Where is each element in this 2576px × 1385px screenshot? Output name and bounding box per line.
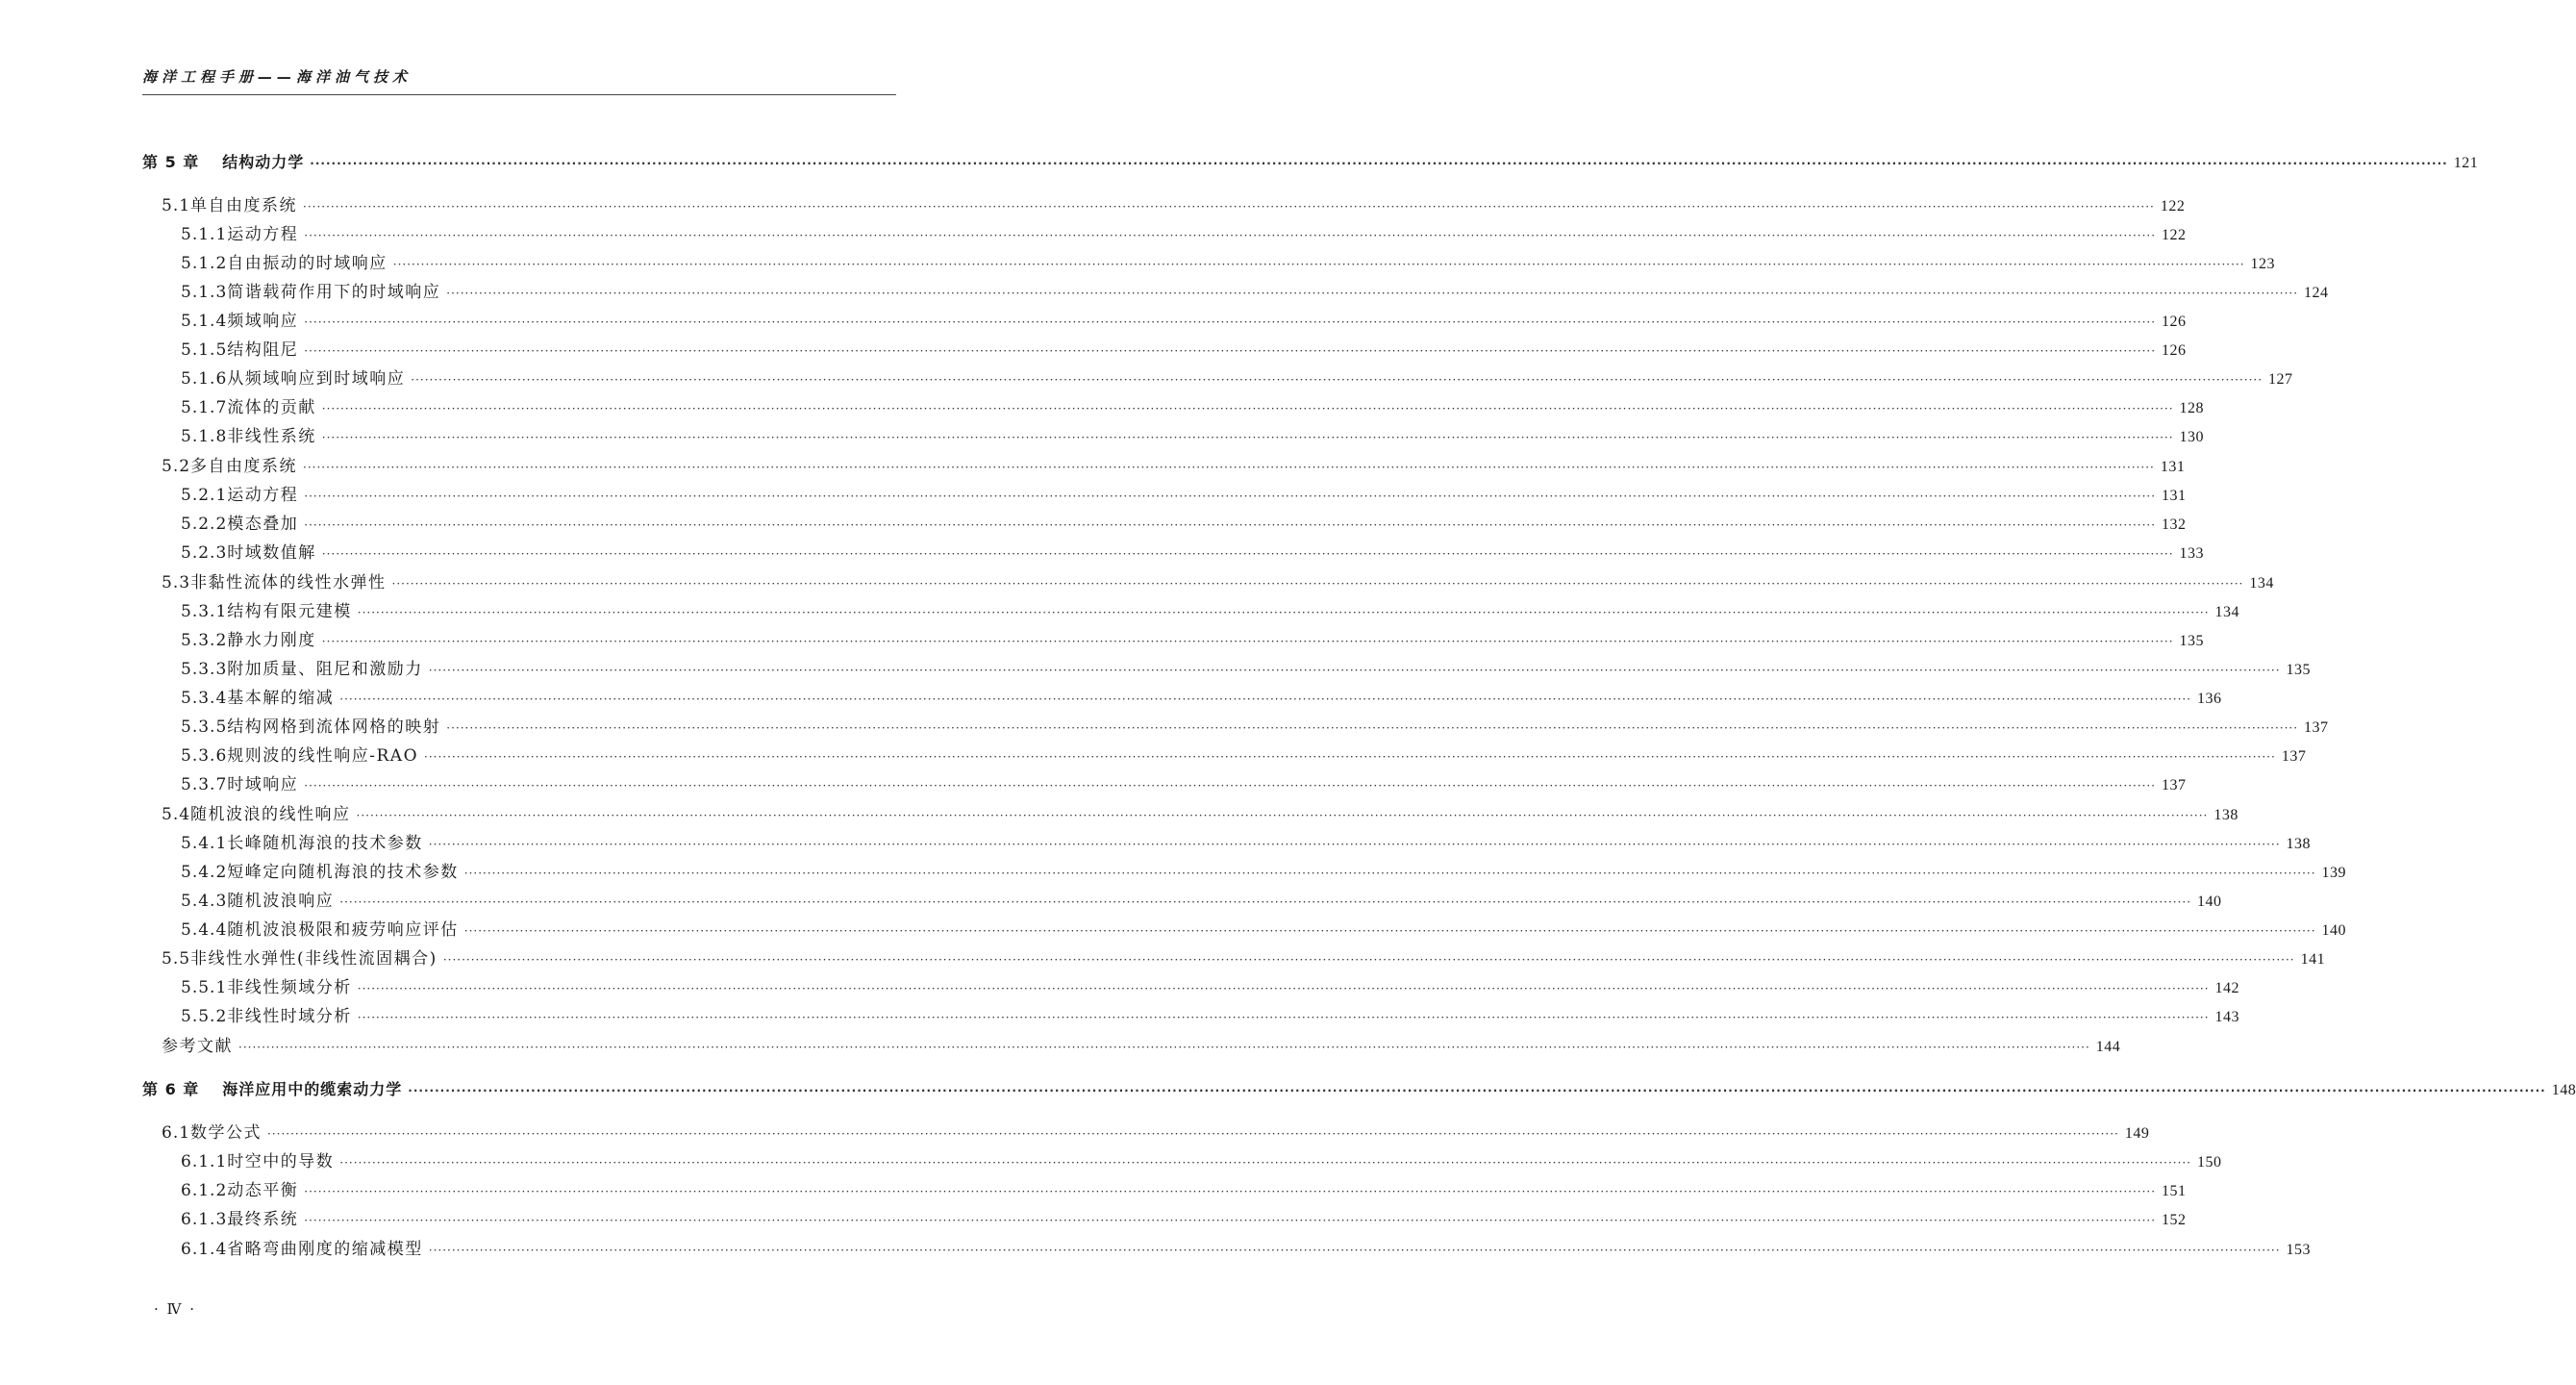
toc-subsection-entry[interactable] xyxy=(181,832,2312,855)
leader-dots: ················································································································································································································································································································································································································ xyxy=(304,344,2157,358)
leader-dots: ················································································································································································································································································································································································································ xyxy=(303,461,2155,474)
toc-entry-page-number: 140 xyxy=(2321,922,2347,939)
toc-entry-number: 第 6 章 xyxy=(142,1080,200,1098)
toc-subsection-entry[interactable] xyxy=(181,629,2205,652)
toc-subsection-entry[interactable] xyxy=(181,744,2307,768)
toc-entry-title: 从频域响应到时域响应 xyxy=(227,369,406,389)
toc-entry-number: 5.1.7 xyxy=(181,398,228,417)
toc-entry-page-number: 150 xyxy=(2197,1154,2222,1171)
toc-entry-number: 5.3.6 xyxy=(181,746,228,766)
toc-entry-number: 5.3.5 xyxy=(181,718,228,737)
leader-dots: ················································································································································································································································································································································································································ xyxy=(356,809,2209,822)
toc-subsection-entry[interactable] xyxy=(181,1208,2187,1231)
toc-subsection-entry[interactable] xyxy=(181,425,2205,448)
toc-entry-number: 5.2.3 xyxy=(181,543,228,563)
toc-entry-number: 5.1 xyxy=(162,196,191,215)
toc-entry-title: 随机波浪的线性响应 xyxy=(190,805,351,824)
toc-entry-page-number: 134 xyxy=(2214,604,2240,620)
toc-entry-page-number: 127 xyxy=(2268,371,2293,388)
toc-entry-title: 数学公式 xyxy=(190,1123,263,1143)
toc-entry-number: 5.4.4 xyxy=(181,920,228,940)
toc-entry-number: 6.1.4 xyxy=(181,1240,228,1259)
toc-entry-page-number: 142 xyxy=(2214,980,2240,996)
toc-entry-page-number: 135 xyxy=(2286,662,2312,678)
leader-dots: ················································································································································································································································································································································································································ xyxy=(392,258,2245,271)
toc-entry-title: 非线性频域分析 xyxy=(227,978,352,997)
toc-entry-number: 5.2.2 xyxy=(181,515,228,534)
leader-dots: ················································································································································································································································································································································································································ xyxy=(424,750,2276,764)
toc-subsection-entry[interactable] xyxy=(181,310,2187,333)
leader-dots: ················································································································································································································································································································································································································ xyxy=(310,157,2448,170)
leader-dots: ················································································································································································································································································································································································································ xyxy=(446,721,2299,735)
toc-entry-page-number: 149 xyxy=(2124,1125,2150,1142)
toc-entry-page-number: 139 xyxy=(2321,865,2347,881)
toc-entry-title: 频域响应 xyxy=(227,312,299,331)
toc-entry-page-number: 134 xyxy=(2249,575,2274,592)
toc-entry-number: 5.3 xyxy=(162,573,191,592)
toc-entry-page-number: 132 xyxy=(2162,516,2187,533)
toc-entry-title: 非线性时域分析 xyxy=(227,1007,352,1026)
toc-entry-page-number: 137 xyxy=(2304,719,2329,736)
leader-dots: ················································································································································································································································································································································································································ xyxy=(321,547,2174,561)
toc-entry-title: 时空中的导数 xyxy=(227,1152,335,1171)
toc-entry-page-number: 137 xyxy=(2162,777,2187,793)
toc-entry-number: 5.4.3 xyxy=(181,892,228,911)
toc-entry-page-number: 137 xyxy=(2281,748,2307,765)
toc-entry-title: 结构动力学 xyxy=(222,153,305,171)
toc-entry-page-number: 151 xyxy=(2162,1183,2187,1199)
toc-entry-page-number: 131 xyxy=(2162,488,2187,504)
toc-entry-number: 5.3.1 xyxy=(181,602,228,621)
toc-entry-page-number: 143 xyxy=(2214,1009,2240,1025)
toc-entry-title: 运动方程 xyxy=(227,225,299,244)
toc-entry-page-number: 121 xyxy=(2453,155,2479,171)
toc-subsection-entry[interactable] xyxy=(181,541,2205,565)
toc-entry-number: 6.1.2 xyxy=(181,1181,228,1200)
toc-chapter-entry[interactable] xyxy=(142,1078,2576,1101)
toc-section-entry[interactable] xyxy=(162,947,2326,970)
toc-subsection-entry[interactable] xyxy=(181,890,2222,913)
toc-subsection-entry[interactable] xyxy=(181,919,2347,942)
toc-entry-title: 多自由度系统 xyxy=(190,457,298,476)
toc-entry-number: 5.1.4 xyxy=(181,312,228,331)
toc-entry-number: 6.1.3 xyxy=(181,1210,228,1229)
toc-entry-number: 5.1.1 xyxy=(181,225,228,244)
toc-entry-page-number: 128 xyxy=(2179,400,2205,416)
toc-entry-title: 基本解的缩减 xyxy=(227,689,335,708)
leader-dots: ················································································································································································································································································································································································································ xyxy=(238,1041,2090,1054)
toc-section-entry[interactable] xyxy=(162,455,2186,478)
toc-entry-number: 5.3.7 xyxy=(181,775,228,794)
leader-dots: ················································································································································································································································································································································································································ xyxy=(339,692,2192,706)
toc-entry-title: 参考文献 xyxy=(162,1037,233,1056)
toc-subsection-entry[interactable] xyxy=(181,687,2222,710)
leader-dots: ················································································································································································································································································································································································································ xyxy=(304,1214,2157,1227)
toc-entry-number: 5.2.1 xyxy=(181,486,228,505)
toc-entry-page-number: 144 xyxy=(2095,1039,2121,1055)
toc-entry-title: 模态叠加 xyxy=(227,515,299,534)
toc-entry-page-number: 140 xyxy=(2197,894,2222,910)
leader-dots: ················································································································································································································································································································································································································ xyxy=(304,229,2157,242)
toc-subsection-entry[interactable] xyxy=(181,1150,2222,1173)
toc-entry-title: 非线性系统 xyxy=(227,427,316,446)
toc-chapter-entry[interactable] xyxy=(142,151,2479,174)
leader-dots: ················································································································································································································································································································································································································ xyxy=(463,924,2316,938)
toc-entry-number: 5.4.1 xyxy=(181,834,228,853)
toc-entry-page-number: 136 xyxy=(2197,691,2222,707)
toc-entry-number: 5.1.6 xyxy=(181,369,228,389)
leader-dots: ················································································································································································································································································································································································································ xyxy=(357,606,2210,619)
toc-entry-page-number: 138 xyxy=(2213,807,2238,823)
toc-entry-page-number: 122 xyxy=(2162,227,2187,243)
toc-entry-title: 时域响应 xyxy=(227,775,299,794)
toc-subsection-entry[interactable] xyxy=(181,367,2293,390)
leader-dots: ················································································································································································································································································································································································································ xyxy=(442,953,2295,967)
leader-dots: ················································································································································································································································································································································································································ xyxy=(339,1156,2192,1170)
toc-entry-title: 省略弯曲刚度的缩减模型 xyxy=(227,1240,423,1259)
toc-entry-page-number: 123 xyxy=(2250,256,2276,272)
toc-subsection-entry[interactable] xyxy=(181,223,2187,246)
toc-entry-number: 5.3.2 xyxy=(181,631,228,650)
leader-dots: ················································································································································································································································································································································································································ xyxy=(428,838,2281,851)
toc-subsection-entry[interactable] xyxy=(181,281,2329,304)
toc-entry-number: 6.1 xyxy=(162,1123,191,1143)
toc-entry-page-number: 130 xyxy=(2179,429,2205,445)
toc-entry-number: 5.2 xyxy=(162,457,191,476)
toc-section-entry[interactable] xyxy=(162,1121,2150,1145)
toc-subsection-entry[interactable] xyxy=(181,1238,2312,1261)
toc-subsection-entry[interactable] xyxy=(181,976,2240,999)
toc-subsection-entry[interactable] xyxy=(181,600,2240,623)
toc-entry-number: 5.1.2 xyxy=(181,254,228,273)
toc-entry-page-number: 122 xyxy=(2160,198,2186,214)
page-number: · Ⅳ · xyxy=(154,1300,197,1318)
toc-subsection-entry[interactable] xyxy=(181,339,2187,362)
toc-entry-title: 最终系统 xyxy=(227,1210,299,1229)
toc-entry-page-number: 135 xyxy=(2179,633,2205,649)
leader-dots: ················································································································································································································································································································································································································ xyxy=(428,1244,2281,1257)
leader-dots: ················································································································································································································································································································································································································ xyxy=(303,200,2155,214)
toc-entry-title: 短峰定向随机海浪的技术参数 xyxy=(227,863,459,882)
toc-entry-title: 时域数值解 xyxy=(227,543,316,563)
toc-subsection-entry[interactable] xyxy=(181,716,2329,739)
toc-entry-page-number: 133 xyxy=(2179,545,2205,562)
toc-entry-title: 规则波的线性响应-RAO xyxy=(227,746,419,766)
toc-entry-title: 结构阻尼 xyxy=(227,340,299,360)
leader-dots: ················································································································································································································································································································································································································ xyxy=(357,982,2210,995)
leader-dots: ················································································································································································································································································································································································································ xyxy=(321,635,2174,648)
leader-dots: ················································································································································································································································································································································································································ xyxy=(304,779,2157,793)
leader-dots: ················································································································································································································································································································································································································ xyxy=(463,867,2316,880)
toc-entry-title: 随机波浪极限和疲劳响应评估 xyxy=(227,920,459,940)
toc-entry-number: 5.3.4 xyxy=(181,689,228,708)
leader-dots: ················································································································································································································································································································································································································ xyxy=(428,664,2281,677)
toc-entry-title: 结构有限元建模 xyxy=(227,602,352,621)
toc-entry-number: 5.5 xyxy=(162,949,191,969)
toc-entry-page-number: 148 xyxy=(2551,1082,2576,1098)
toc-subsection-entry[interactable] xyxy=(181,658,2312,681)
toc-entry-title: 静水力刚度 xyxy=(227,631,316,650)
leader-dots: ················································································································································································································································································································································································································ xyxy=(411,373,2263,387)
leader-dots: ················································································································································································································································································································································································································ xyxy=(304,490,2157,503)
toc-entry-page-number: 131 xyxy=(2160,459,2186,475)
toc-entry-page-number: 152 xyxy=(2162,1212,2187,1228)
leader-dots: ················································································································································································································································································································································································································ xyxy=(267,1127,2119,1141)
toc-entry-title: 流体的贡献 xyxy=(227,398,316,417)
toc-subsection-entry[interactable] xyxy=(181,773,2187,796)
toc-entry-number: 5.1.5 xyxy=(181,340,228,360)
toc-entry-number: 6.1.1 xyxy=(181,1152,228,1171)
leader-dots: ················································································································································································································································································································································································································ xyxy=(408,1084,2546,1097)
toc-entry-title: 自由振动的时域响应 xyxy=(227,254,388,273)
toc-entry-title: 动态平衡 xyxy=(227,1181,299,1200)
toc-entry-title: 随机波浪响应 xyxy=(227,892,335,911)
toc-entry-number: 5.1.8 xyxy=(181,427,228,446)
toc-subsection-entry[interactable] xyxy=(181,1005,2240,1028)
toc-section-entry[interactable] xyxy=(162,194,2186,217)
leader-dots: ················································································································································································································································································································································································································ xyxy=(391,577,2244,591)
leader-dots: ················································································································································································································································································································································································································ xyxy=(339,895,2192,909)
toc-entry-page-number: 124 xyxy=(2304,285,2329,301)
toc-entry-title: 非线性水弹性(非线性流固耦合) xyxy=(190,949,438,969)
leader-dots: ················································································································································································································································································································································································································ xyxy=(446,287,2299,300)
toc-entry-number: 第 5 章 xyxy=(142,153,200,171)
toc-entry-title: 附加质量、阻尼和激励力 xyxy=(227,660,423,679)
toc-entry-page-number: 141 xyxy=(2300,951,2326,968)
toc-entry-number: 5.4.2 xyxy=(181,863,228,882)
toc-subsection-entry[interactable] xyxy=(181,861,2347,884)
toc-subsection-entry[interactable] xyxy=(181,396,2205,419)
running-header xyxy=(142,67,896,87)
toc-subsection-entry[interactable] xyxy=(181,1179,2187,1202)
toc-entry-number: 5.1.3 xyxy=(181,283,228,302)
leader-dots: ················································································································································································································································································································································································································ xyxy=(304,1185,2157,1198)
leader-dots: ················································································································································································································································································································································································································ xyxy=(304,315,2157,329)
toc-entry-title: 单自由度系统 xyxy=(190,196,298,215)
toc-entry-page-number: 126 xyxy=(2162,342,2187,359)
toc-references-entry[interactable] xyxy=(162,1035,2121,1058)
toc-entry-title: 非黏性流体的线性水弹性 xyxy=(190,573,387,592)
toc-entry-title: 长峰随机海浪的技术参数 xyxy=(227,834,423,853)
running-header-title: 海洋工程手册——海洋油气技术 xyxy=(142,68,413,86)
leader-dots: ················································································································································································································································································································································································································ xyxy=(321,402,2174,416)
toc-entry-title: 简谐载荷作用下的时域响应 xyxy=(227,283,441,302)
toc-entry-title: 运动方程 xyxy=(227,486,299,505)
toc-entry-title: 海洋应用中的缆索动力学 xyxy=(222,1080,403,1098)
leader-dots: ················································································································································································································································································································································································································ xyxy=(357,1011,2210,1024)
toc-entry-page-number: 153 xyxy=(2286,1242,2312,1258)
leader-dots: ················································································································································································································································································································································································································ xyxy=(304,518,2157,532)
toc-subsection-entry[interactable] xyxy=(181,484,2187,507)
toc-subsection-entry[interactable] xyxy=(181,513,2187,536)
toc-entry-number: 5.5.2 xyxy=(181,1007,228,1026)
toc-entry-number: 5.4 xyxy=(162,805,191,824)
toc-entry-page-number: 126 xyxy=(2162,314,2187,330)
toc-entry-number: 5.5.1 xyxy=(181,978,228,997)
toc-subsection-entry[interactable] xyxy=(181,252,2276,275)
header-rule xyxy=(142,94,896,95)
toc-entry-number: 5.3.3 xyxy=(181,660,228,679)
toc-entry-title: 结构网格到流体网格的映射 xyxy=(227,718,441,737)
toc-section-entry[interactable] xyxy=(162,803,2238,826)
leader-dots: ················································································································································································································································································································································································································ xyxy=(321,431,2174,444)
toc-section-entry[interactable] xyxy=(162,571,2274,594)
toc-entry-page-number: 138 xyxy=(2286,836,2312,852)
